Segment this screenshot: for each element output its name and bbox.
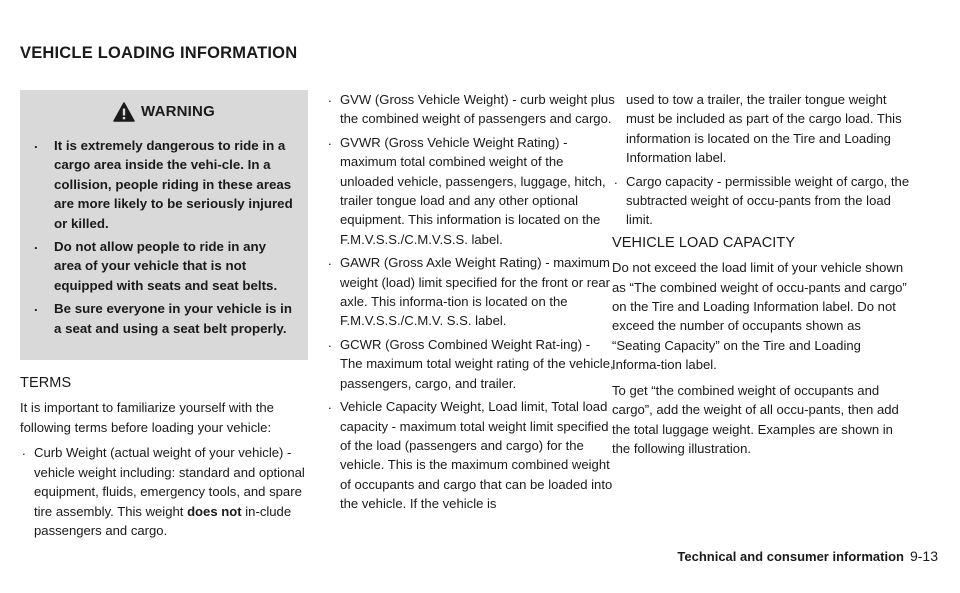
term-cargo-capacity: . Cargo capacity - permissible weight of cargo, the subtracted weight of occu-pants from the load limit. [612,172,912,230]
load-capacity-paragraph-2: To get “the combined weight of occupants and cargo”, add the weight of all occu-pants, then add the total luggage weight. Examples are shown in the following illustration. [612,382,899,456]
page-number: 9-13 [909,548,938,564]
curb-weight-text: Curb Weight (actual weight of your vehicle) - vehicle weight including: standard and optional equipment, fluids, emergency tools, and spare tire assembly. This weight [34,445,305,519]
warning-item: . It is extremely dangerous to ride in a cargo area inside the vehi-cle. In a collision, people riding in these areas are more likely to be seriously injured or killed. [30,136,294,233]
terms-heading: TERMS [20,375,72,392]
load-capacity-paragraph-1: Do not exceed the load limit of your vehicle shown as “The combined weight of occu-pants and cargo” on the Tire and Loading Information label. Do not exceed the number of occupants shown as “Seating Capacity” on the Tire and Loading Informa-tion label. [612,260,907,373]
warning-title: WARNING [141,103,215,121]
curb-weight-emphasis: does not [187,503,242,519]
term-gcwr: . GCWR (Gross Combined Weight Rat-ing) - The maximum total weight rating of the vehicle, passengers, cargo, and trailer. [326,335,616,393]
warning-item: . Do not allow people to ride in any area of your vehicle that is not equipped with seats and seat belts. [30,237,294,295]
load-capacity-heading: VEHICLE LOAD CAPACITY [612,234,796,251]
column-1 [20,90,310,544]
curb-weight-text-end: in-clude passengers and cargo. [34,503,292,538]
terms-list-end [612,172,912,230]
column-3 [612,90,912,464]
page-title: VEHICLE LOADING INFORMATION [20,44,298,62]
column-2 [326,90,616,518]
terms-list-continued [326,90,616,514]
terms-intro: It is important to familiarize yourself with the following terms before loading your vehicle: [20,400,274,435]
terms-list [20,443,310,540]
term-vehicle-capacity-weight: . Vehicle Capacity Weight, Load limit, Total load capacity - maximum total weight limit specified of the load (passengers and cargo) for the vehicle. This is the maximum combined weight of occupants and cargo that can be loaded into the vehicle. If the vehicle is [326,397,616,513]
warning-icon [113,102,135,122]
page-footer [677,548,938,564]
warning-header [20,102,308,122]
footer-section: Technical and consumer information [677,549,904,564]
warning-list [20,136,308,338]
term-gvwr: . GVWR (Gross Vehicle Weight Rating) - maximum total combined weight of the unloaded vehicle, passengers, luggage, hitch, trailer tongue load and any other optional equipment. This information is located on the F.M.V.S.S./C.M.V.S.S. label. [326,133,616,249]
term-vehicle-capacity-weight-cont: used to tow a trailer, the trailer tongue weight must be included as part of the cargo load. This information is located on the Tire and Loading Information label. [626,92,902,166]
warning-box [20,90,308,360]
warning-item: . Be sure everyone in your vehicle is in a seat and using a seat belt properly. [30,299,294,338]
term-gvw: . GVW (Gross Vehicle Weight) - curb weight plus the combined weight of passengers and cargo. [326,90,616,129]
term-curb-weight [20,443,310,540]
term-gawr: . GAWR (Gross Axle Weight Rating) - maximum weight (load) limit specified for the front or rear axle. This informa-tion is located on the F.M.V.S.S./C.M.V. S.S. label. [326,253,616,331]
